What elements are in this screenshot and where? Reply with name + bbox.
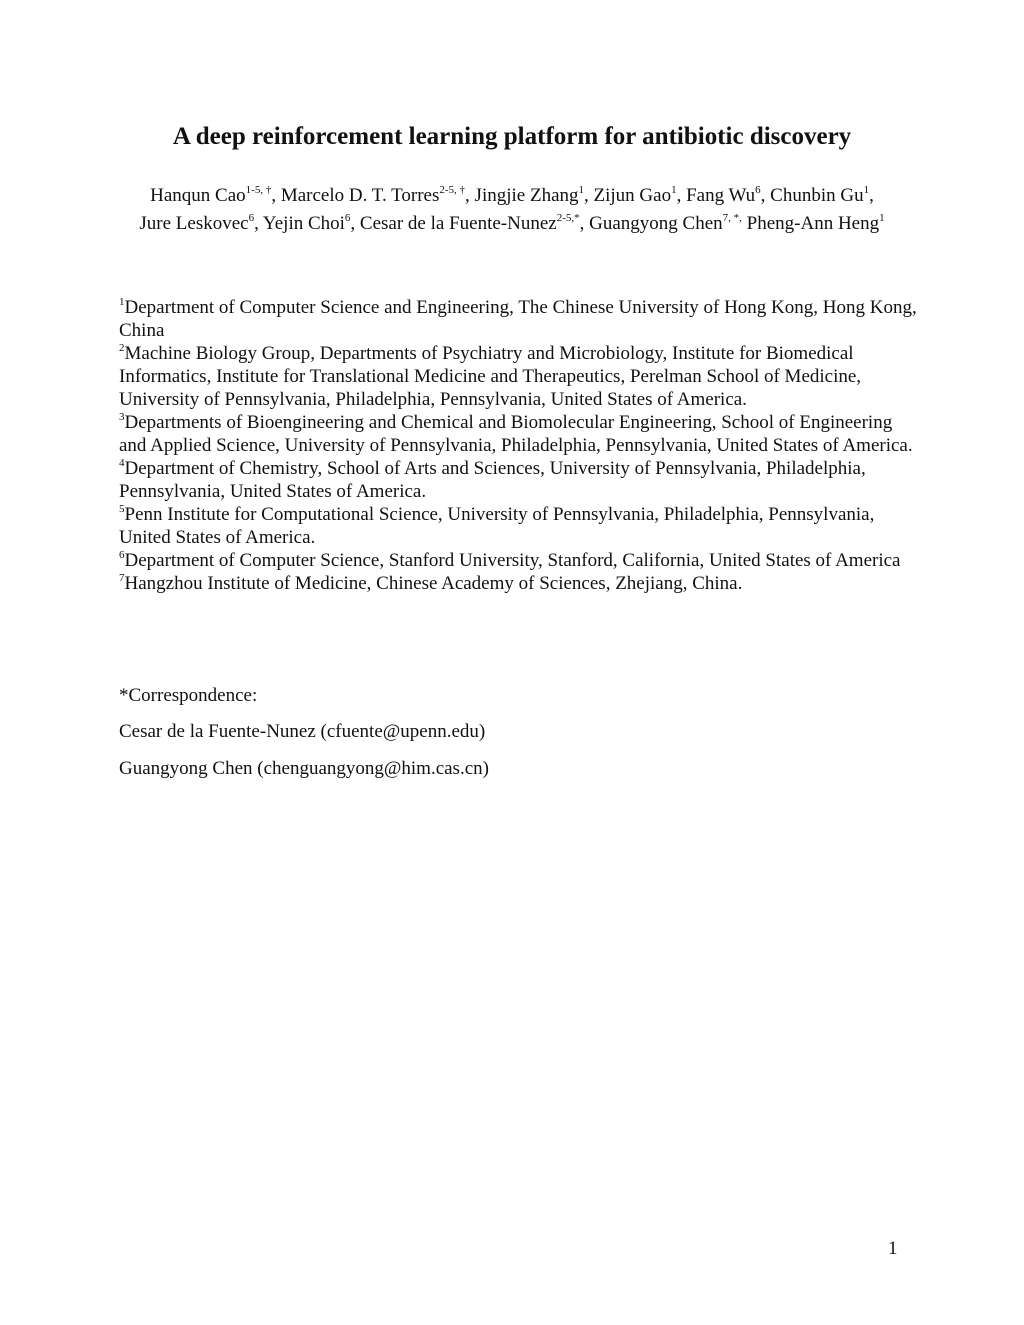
affiliation: $^6$Department of Computer Science, Stanford University, Stanford, California, United States of America — [119, 548, 901, 571]
author-list — [110, 182, 914, 238]
author: Marcelo D. T. Torres$^{2-5, \dagger}$, — [280, 183, 475, 206]
paper-title: A deep reinforcement learning platform for antibiotic discovery — [172, 123, 852, 150]
affiliation: $^3$Departments of Bioengineering and Chemical and Biomolecular Engineering, School of Engineering and Applied Science, University of Pennsylvania, Philadelphia, Pennsylvania, United States of America. — [119, 410, 913, 456]
correspondence-line: Cesar de la Fuente-Nunez (cfuente@upenn.edu) — [119, 721, 486, 742]
correspondence-heading: *Correspondence: — [119, 685, 258, 706]
author: Guangyong Chen$^{7, *,}$ — [589, 211, 742, 234]
author: Jure Leskovec$^6$, — [139, 211, 263, 234]
author: Jingjie Zhang$^1$, — [474, 183, 594, 206]
affiliation: $^4$Department of Chemistry, School of Arts and Sciences, University of Pennsylvania, Philadelphia, Pennsylvania, United States of America. — [119, 456, 866, 502]
affiliation: $^7$Hangzhou Institute of Medicine, Chinese Academy of Sciences, Zhejiang, China. — [119, 571, 743, 594]
affiliation: $^5$Penn Institute for Computational Science, University of Pennsylvania, Philadelphia, Pennsylvania, United States of America. — [119, 502, 875, 548]
author: Pheng-Ann Heng$^1$ — [746, 211, 885, 234]
correspondence-line: Guangyong Chen (chenguangyong@him.cas.cn) — [119, 758, 489, 779]
author: Hanqun Cao$^{1-5, \dagger}$, — [150, 183, 281, 206]
affiliation-list — [119, 296, 919, 595]
affiliation: $^2$Machine Biology Group, Departments of Psychiatry and Microbiology, Institute for Biomedical Informatics, Institute for Translational Medicine and Therapeutics, Perelman School of Medicine, University of Pennsylvania, Philadelphia, Pennsylvania, United States of America. — [119, 341, 862, 410]
author: Cesar de la Fuente-Nunez$^{2-5,*}$, — [359, 211, 590, 234]
page-number: 1 — [888, 1238, 898, 1259]
affiliation: $^1$Department of Computer Science and Engineering, The Chinese University of Hong Kong, Hong Kong, China — [119, 295, 917, 341]
author: Yejin Choi$^6$, — [262, 211, 360, 234]
author: Zijun Gao$^1$, — [593, 183, 687, 206]
author: Chunbin Gu$^1$, — [770, 183, 874, 206]
author: Fang Wu$^6$, — [686, 183, 771, 206]
